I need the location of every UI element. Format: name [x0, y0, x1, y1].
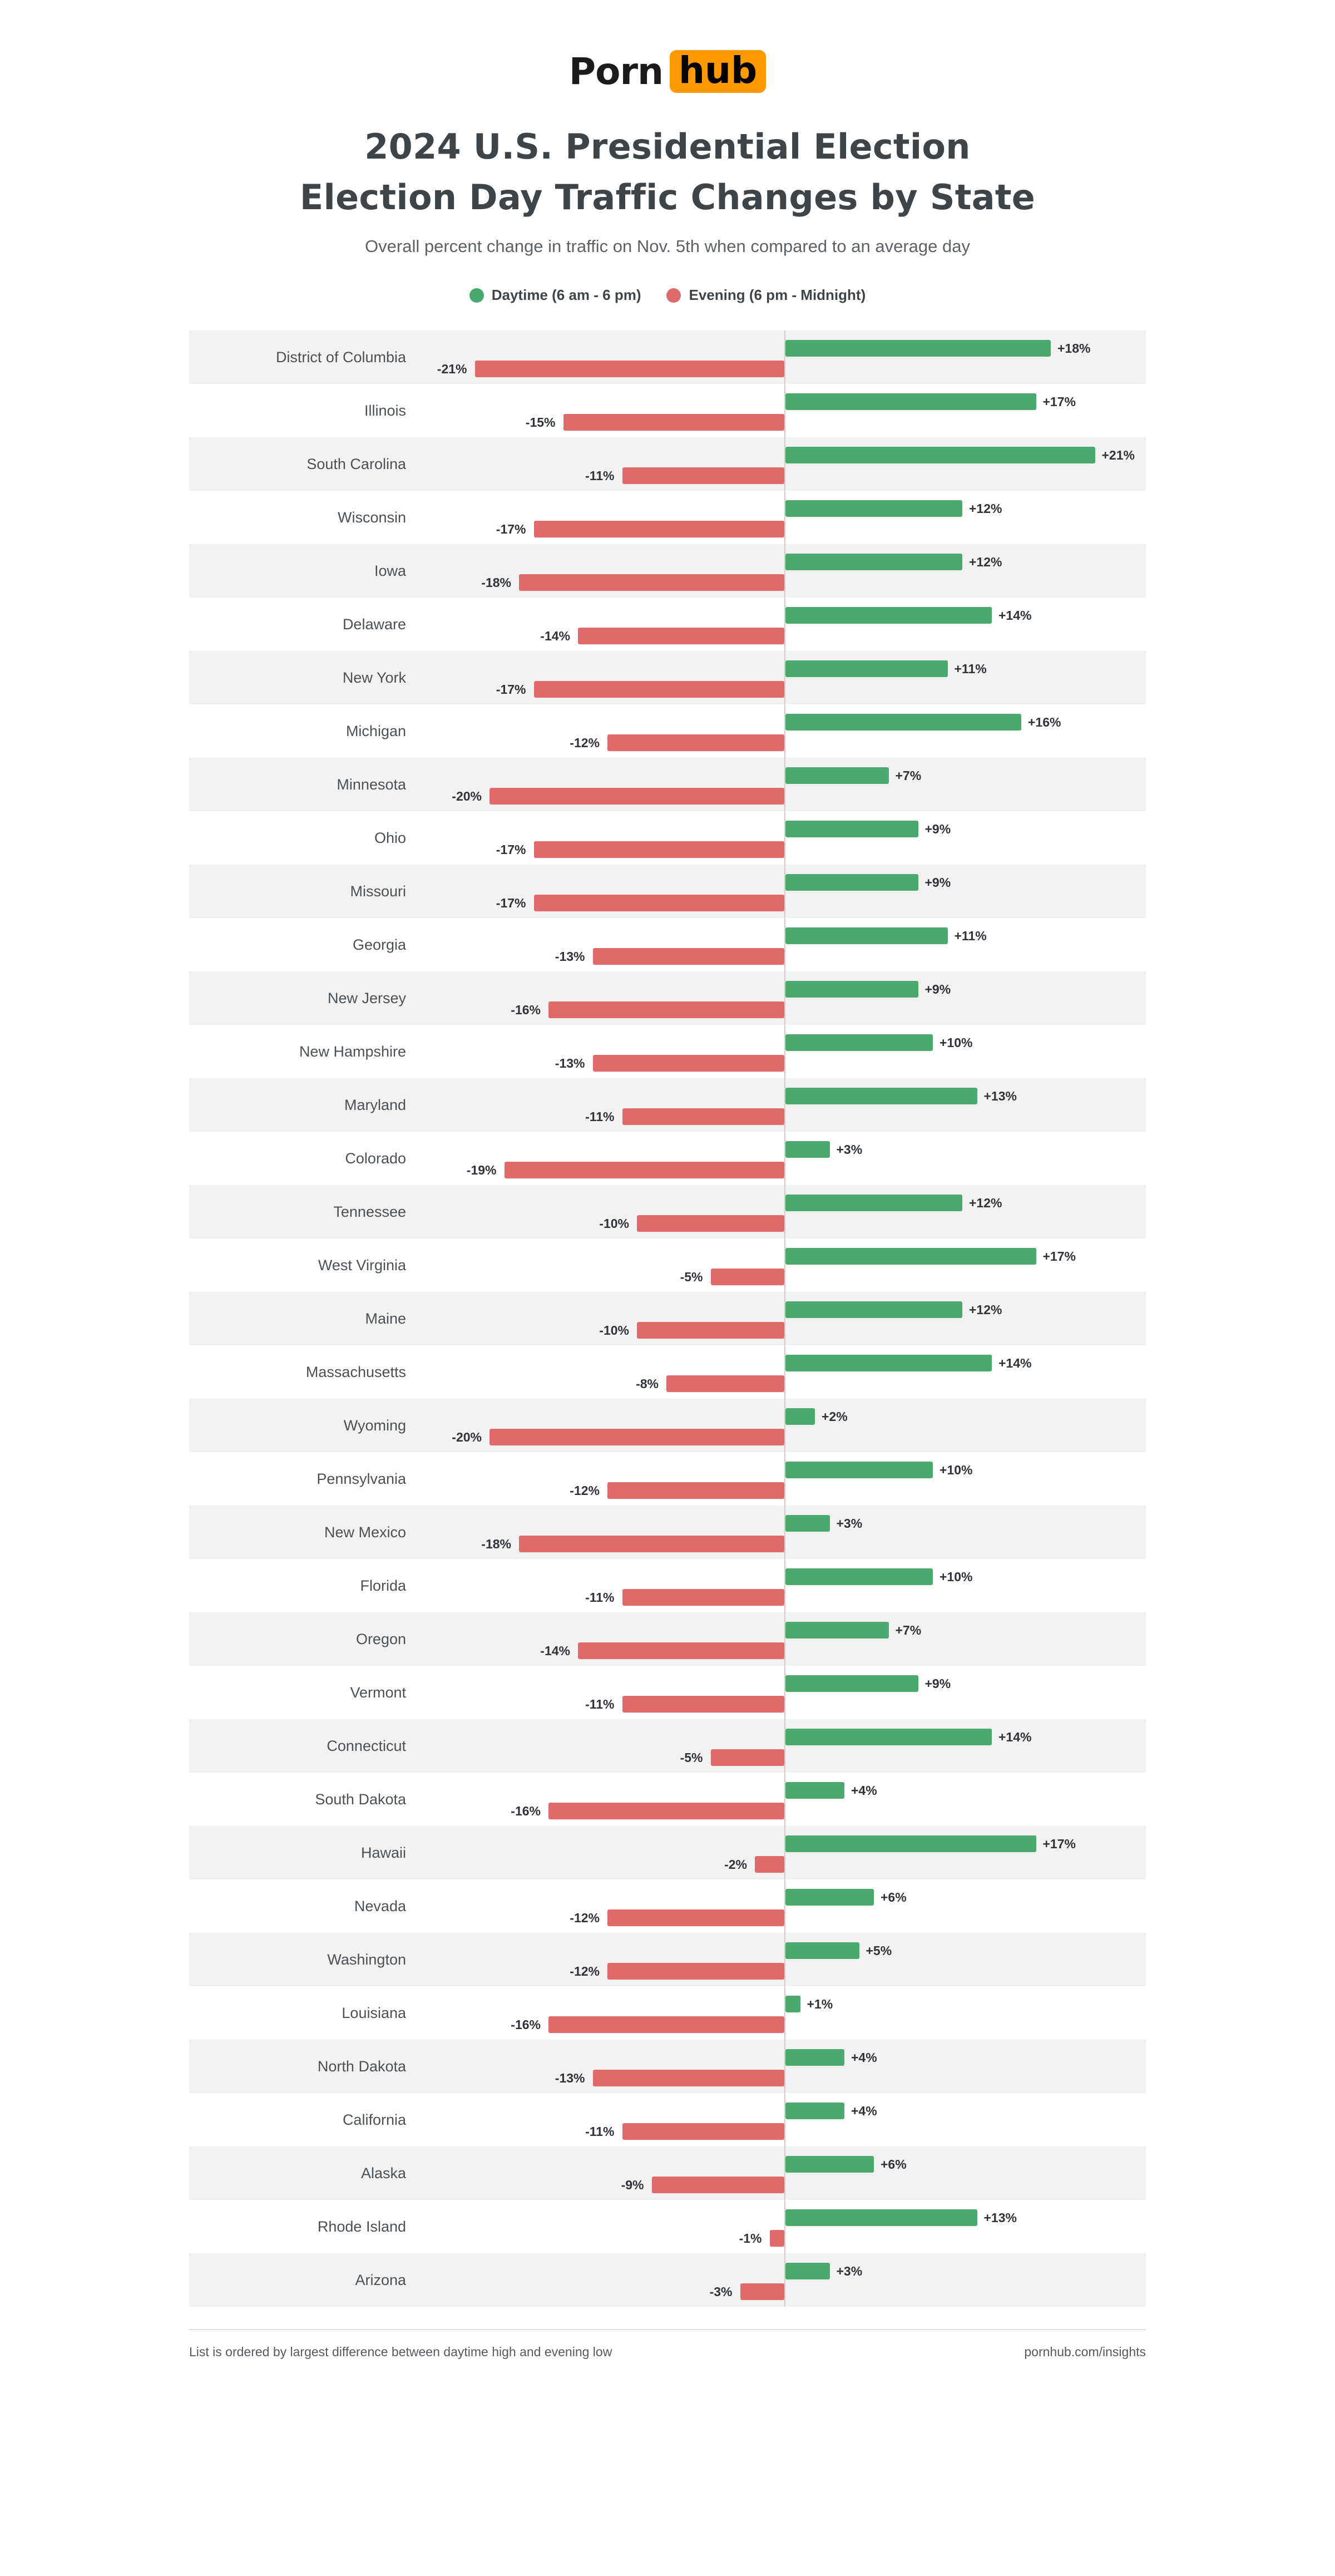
bar-value-daytime: +10% [940, 1035, 973, 1050]
state-label-text: Maryland [344, 1096, 406, 1113]
state-label-text: Missouri [350, 882, 406, 900]
bar-value-daytime: +9% [924, 875, 951, 890]
legend-label-evening: Evening (6 pm - Midnight) [689, 287, 866, 304]
legend-dot-evening [666, 288, 681, 303]
chart-row [189, 1025, 1146, 1078]
bar-daytime [785, 1301, 962, 1318]
bar-value-daytime: +14% [998, 1356, 1032, 1371]
state-label-text: Colorado [345, 1149, 406, 1167]
state-label-text: New Jersey [327, 989, 406, 1006]
chart-row [189, 2040, 1146, 2093]
bar-daytime [785, 1408, 815, 1425]
zero-axis-line [784, 1773, 785, 1826]
bar-value-evening: -14% [540, 629, 570, 644]
bar-daytime [785, 500, 962, 517]
zero-axis-line [784, 971, 785, 1025]
zero-axis-line [784, 2200, 785, 2253]
zero-axis-line [784, 1185, 785, 1238]
bar-value-evening: -12% [570, 736, 600, 751]
bar-value-evening: -11% [585, 2124, 615, 2139]
bar-value-daytime: +11% [954, 662, 987, 677]
chart-row [189, 1399, 1146, 1452]
bar-daytime [785, 1782, 844, 1799]
state-label [189, 544, 784, 598]
bar-value-daytime: +17% [1042, 394, 1076, 409]
state-label-text: Louisiana [342, 2004, 406, 2021]
state-label-text: Ohio [374, 829, 406, 846]
zero-axis-line [784, 918, 785, 971]
chart-row [189, 758, 1146, 811]
bar-daytime [785, 1034, 933, 1051]
bar-value-evening: -17% [496, 522, 526, 537]
chart-row [189, 1879, 1146, 1933]
state-label-text: Wyoming [343, 1417, 406, 1434]
zero-axis-line [784, 2146, 785, 2200]
bar-value-evening: -20% [452, 1430, 482, 1445]
state-label-text: Delaware [342, 615, 406, 633]
chart-row [189, 1612, 1146, 1666]
zero-axis-line [784, 1986, 785, 2040]
bar-value-evening: -18% [481, 1537, 511, 1552]
bar-value-evening: -13% [555, 949, 585, 964]
zero-axis-line [784, 1666, 785, 1719]
zero-axis-line [784, 1452, 785, 1506]
chart-row [189, 544, 1146, 598]
bar-value-daytime: +10% [940, 1463, 973, 1478]
bar-value-daytime: +14% [998, 1730, 1032, 1745]
state-label [189, 1506, 784, 1559]
bar-daytime [785, 927, 948, 944]
state-label-text: Connecticut [327, 1737, 406, 1754]
bar-value-evening: -12% [570, 1911, 600, 1926]
bar-value-daytime: +12% [969, 1302, 1002, 1317]
state-label [189, 598, 784, 651]
state-label [189, 704, 784, 758]
state-label-text: Michigan [345, 722, 406, 739]
chart-row [189, 1666, 1146, 1719]
legend-item-daytime [469, 287, 641, 304]
state-label [189, 1773, 784, 1826]
bar-value-evening: -15% [525, 415, 556, 430]
zero-axis-line [784, 1292, 785, 1345]
state-label [189, 1078, 784, 1132]
state-label-text: Georgia [352, 936, 406, 953]
state-label-text: North Dakota [317, 2057, 406, 2075]
bar-daytime [785, 1088, 977, 1104]
bar-value-evening: -18% [481, 575, 511, 590]
legend-dot-daytime [469, 288, 484, 303]
bar-value-evening: -11% [585, 468, 615, 483]
bar-value-evening: -2% [724, 1857, 747, 1872]
state-label [189, 1292, 784, 1345]
pornhub-logo [569, 50, 766, 93]
bar-daytime [785, 554, 962, 570]
state-label [189, 2040, 784, 2093]
zero-axis-line [784, 651, 785, 704]
zero-axis-line [784, 1078, 785, 1132]
bar-daytime [785, 660, 948, 677]
bar-daytime [785, 2156, 874, 2173]
state-label [189, 1132, 784, 1185]
state-label-text: New Mexico [324, 1523, 406, 1541]
bar-value-daytime: +21% [1101, 448, 1135, 463]
bar-value-daytime: +12% [969, 555, 1002, 570]
zero-axis-line [784, 1826, 785, 1879]
bar-value-evening: -17% [496, 842, 526, 857]
state-label-text: Tennessee [333, 1203, 406, 1220]
bar-value-evening: -21% [437, 362, 467, 377]
legend-label-daytime: Daytime (6 am - 6 pm) [491, 287, 641, 304]
bar-value-daytime: +13% [983, 1089, 1017, 1104]
bar-value-evening: -5% [680, 1750, 703, 1765]
zero-axis-line [784, 758, 785, 811]
state-label [189, 437, 784, 491]
state-label [189, 1826, 784, 1879]
chart-row [189, 1345, 1146, 1399]
state-label [189, 2253, 784, 2307]
chart-row [189, 2093, 1146, 2146]
bar-daytime [785, 2263, 830, 2279]
bar-value-evening: -16% [511, 1804, 541, 1819]
zero-axis-line [784, 1238, 785, 1292]
state-label [189, 865, 784, 918]
bar-daytime [785, 767, 889, 784]
bar-value-daytime: +11% [954, 929, 987, 944]
chart-row [189, 1292, 1146, 1345]
state-label [189, 2200, 784, 2253]
bar-value-daytime: +16% [1028, 715, 1061, 730]
bar-daytime [785, 340, 1051, 357]
chart-row [189, 1933, 1146, 1986]
state-label-text: West Virginia [318, 1256, 406, 1274]
bar-daytime [785, 821, 918, 837]
bar-value-evening: -19% [466, 1163, 497, 1178]
bar-daytime [785, 714, 1021, 731]
bar-value-evening: -5% [680, 1270, 703, 1285]
state-label [189, 1879, 784, 1933]
state-label-text: New Hampshire [299, 1043, 406, 1060]
chart-row [189, 1773, 1146, 1826]
state-label-text: Vermont [350, 1684, 406, 1701]
chart-row [189, 437, 1146, 491]
bar-value-daytime: +14% [998, 608, 1032, 623]
state-label-text: Alaska [360, 2164, 406, 2182]
bar-value-evening: -9% [621, 2178, 644, 2193]
bar-value-evening: -20% [452, 789, 482, 804]
zero-axis-line [784, 2040, 785, 2093]
bar-value-evening: -16% [511, 2017, 541, 2032]
chart-row [189, 1986, 1146, 2040]
chart-row [189, 2253, 1146, 2307]
bar-value-evening: -10% [599, 1323, 629, 1338]
state-label [189, 1612, 784, 1666]
state-label-text: Pennsylvania [317, 1470, 406, 1487]
bar-value-evening: -13% [555, 1056, 585, 1071]
zero-axis-line [784, 1506, 785, 1559]
bar-value-daytime: +5% [866, 1943, 892, 1958]
chart-row [189, 704, 1146, 758]
chart-row [189, 971, 1146, 1025]
zero-axis-line [784, 1719, 785, 1773]
bar-value-daytime: +12% [969, 1196, 1002, 1211]
chart-row [189, 865, 1146, 918]
bar-value-evening: -3% [709, 2284, 733, 2299]
state-label [189, 1345, 784, 1399]
state-label-text: South Carolina [306, 455, 406, 472]
chart-row [189, 330, 1146, 384]
footer-note: List is ordered by largest difference between daytime high and evening low [189, 2345, 612, 2360]
state-label [189, 651, 784, 704]
state-label [189, 758, 784, 811]
bar-daytime [785, 1675, 918, 1692]
bar-value-evening: -11% [585, 1697, 615, 1712]
state-label [189, 1025, 784, 1078]
chart-row [189, 1078, 1146, 1132]
state-label [189, 1933, 784, 1986]
state-label [189, 491, 784, 544]
bar-value-daytime: +2% [822, 1409, 848, 1424]
bar-daytime [785, 1835, 1036, 1852]
bar-value-daytime: +3% [836, 1142, 863, 1157]
bar-value-evening: -16% [511, 1003, 541, 1018]
bar-daytime [785, 2049, 844, 2066]
state-label [189, 384, 784, 437]
chart-row [189, 1826, 1146, 1879]
bar-value-evening: -11% [585, 1109, 615, 1124]
state-label [189, 2146, 784, 2200]
zero-axis-line [784, 1879, 785, 1933]
bar-daytime [785, 981, 918, 998]
bar-value-daytime: +4% [851, 2104, 877, 2119]
state-label-text: Hawaii [360, 1844, 406, 1861]
bar-daytime [785, 1996, 800, 2012]
bar-daytime [785, 393, 1036, 410]
bar-value-evening: -12% [570, 1483, 600, 1498]
bar-value-daytime: +1% [807, 1997, 833, 2012]
zero-axis-line [784, 2093, 785, 2146]
state-label-text: District of Columbia [275, 348, 406, 366]
chart-row [189, 598, 1146, 651]
state-label [189, 811, 784, 865]
zero-axis-line [784, 704, 785, 758]
zero-axis-line [784, 1559, 785, 1612]
bar-value-daytime: +3% [836, 1516, 863, 1531]
chart-row [189, 384, 1146, 437]
state-label [189, 1719, 784, 1773]
chart-row [189, 1132, 1146, 1185]
chart-row [189, 1238, 1146, 1292]
state-label-text: New York [342, 669, 406, 686]
chart-row [189, 1559, 1146, 1612]
bar-value-daytime: +9% [924, 822, 951, 837]
chart-footer [189, 2329, 1146, 2382]
bar-daytime [785, 1248, 1036, 1265]
bar-daytime [785, 1515, 830, 1532]
bar-daytime [785, 1622, 889, 1639]
bar-value-daytime: +6% [881, 2157, 907, 2172]
bar-value-daytime: +12% [969, 501, 1002, 516]
chart-row [189, 918, 1146, 971]
bar-daytime [785, 1568, 933, 1585]
logo-text-porn: Porn [568, 50, 664, 93]
state-label-text: Nevada [354, 1897, 406, 1914]
state-label-text: Florida [360, 1577, 406, 1594]
bar-value-evening: -12% [570, 1964, 600, 1979]
bar-value-evening: -8% [636, 1376, 659, 1391]
chart-row [189, 2146, 1146, 2200]
bar-daytime [785, 1889, 874, 1906]
zero-axis-line [784, 1132, 785, 1185]
state-label-text: Illinois [364, 402, 406, 419]
bar-daytime [785, 2209, 977, 2226]
state-label-text: Rhode Island [317, 2218, 406, 2235]
state-label [189, 330, 784, 384]
bar-value-daytime: +9% [924, 982, 951, 997]
bar-daytime [785, 874, 918, 891]
bar-daytime [785, 607, 992, 624]
bar-value-evening: -14% [540, 1644, 570, 1659]
state-label [189, 1666, 784, 1719]
state-label-text: Wisconsin [337, 509, 406, 526]
bar-value-evening: -1% [739, 2231, 762, 2246]
state-label [189, 918, 784, 971]
zero-axis-line [784, 1025, 785, 1078]
bar-daytime [785, 1141, 830, 1158]
zero-axis-line [784, 2253, 785, 2307]
bar-value-daytime: +4% [851, 1783, 877, 1798]
chart-row [189, 2200, 1146, 2253]
state-label [189, 1399, 784, 1452]
chart-row [189, 1185, 1146, 1238]
bar-daytime [785, 1462, 933, 1478]
zero-axis-line [784, 491, 785, 544]
zero-axis-line [784, 544, 785, 598]
bar-value-daytime: +10% [940, 1570, 973, 1585]
chart-row [189, 1506, 1146, 1559]
state-label-text: Minnesota [337, 776, 406, 793]
state-label-text: Arizona [355, 2271, 406, 2288]
bar-value-evening: -17% [496, 682, 526, 697]
zero-axis-line [784, 384, 785, 437]
state-label-text: Iowa [374, 562, 406, 579]
chart-row [189, 811, 1146, 865]
state-label [189, 1185, 784, 1238]
state-label [189, 2093, 784, 2146]
bar-value-daytime: +7% [895, 1623, 922, 1638]
state-label [189, 1452, 784, 1506]
bar-value-evening: -10% [599, 1216, 629, 1231]
state-label-text: Massachusetts [305, 1363, 406, 1380]
state-label [189, 1238, 784, 1292]
page-title-line1: 2024 U.S. Presidential Election [364, 126, 971, 167]
bar-value-daytime: +3% [836, 2264, 863, 2279]
page-subtitle: Overall percent change in traffic on Nov. 5th when compared to an average day [365, 236, 970, 256]
bar-daytime [785, 1942, 859, 1959]
bar-value-daytime: +17% [1042, 1837, 1076, 1852]
zero-axis-line [784, 1399, 785, 1452]
state-label [189, 1986, 784, 2040]
zero-axis-line [784, 330, 785, 384]
state-label-text: South Dakota [315, 1790, 406, 1808]
bar-value-daytime: +9% [924, 1676, 951, 1691]
bar-value-daytime: +7% [895, 768, 922, 783]
state-label-text: California [342, 2111, 406, 2128]
bar-value-evening: -11% [585, 1590, 615, 1605]
bar-value-evening: -13% [555, 2071, 585, 2086]
bar-daytime [785, 1729, 992, 1745]
logo-text-hub: hub [670, 50, 766, 93]
bar-value-daytime: +18% [1057, 341, 1091, 356]
state-label-text: Maine [365, 1310, 406, 1327]
chart-row [189, 651, 1146, 704]
bar-value-daytime: +13% [983, 2210, 1017, 2225]
bar-daytime [785, 447, 1095, 463]
bar-daytime [785, 1355, 992, 1371]
bar-daytime [785, 1195, 962, 1211]
bar-value-daytime: +17% [1042, 1249, 1076, 1264]
chart-row [189, 1452, 1146, 1506]
zero-axis-line [784, 1345, 785, 1399]
page-title-line2: Election Day Traffic Changes by State [299, 177, 1036, 218]
chart-row [189, 491, 1146, 544]
zero-axis-line [784, 811, 785, 865]
chart-row [189, 1719, 1146, 1773]
zero-axis-line [784, 437, 785, 491]
state-label-text: Washington [327, 1951, 406, 1968]
bar-value-evening: -17% [496, 896, 526, 911]
zero-axis-line [784, 1933, 785, 1986]
bar-value-daytime: +4% [851, 2050, 877, 2065]
bar-value-daytime: +6% [881, 1890, 907, 1905]
zero-axis-line [784, 865, 785, 918]
state-label [189, 971, 784, 1025]
bar-daytime [785, 2103, 844, 2119]
zero-axis-line [784, 1612, 785, 1666]
state-label [189, 1559, 784, 1612]
diverging-bar-chart [189, 330, 1146, 2307]
footer-source: pornhub.com/insights [1024, 2345, 1146, 2360]
zero-axis-line [784, 598, 785, 651]
chart-legend [469, 287, 866, 304]
state-label-text: Oregon [355, 1630, 406, 1647]
legend-item-evening [666, 287, 866, 304]
